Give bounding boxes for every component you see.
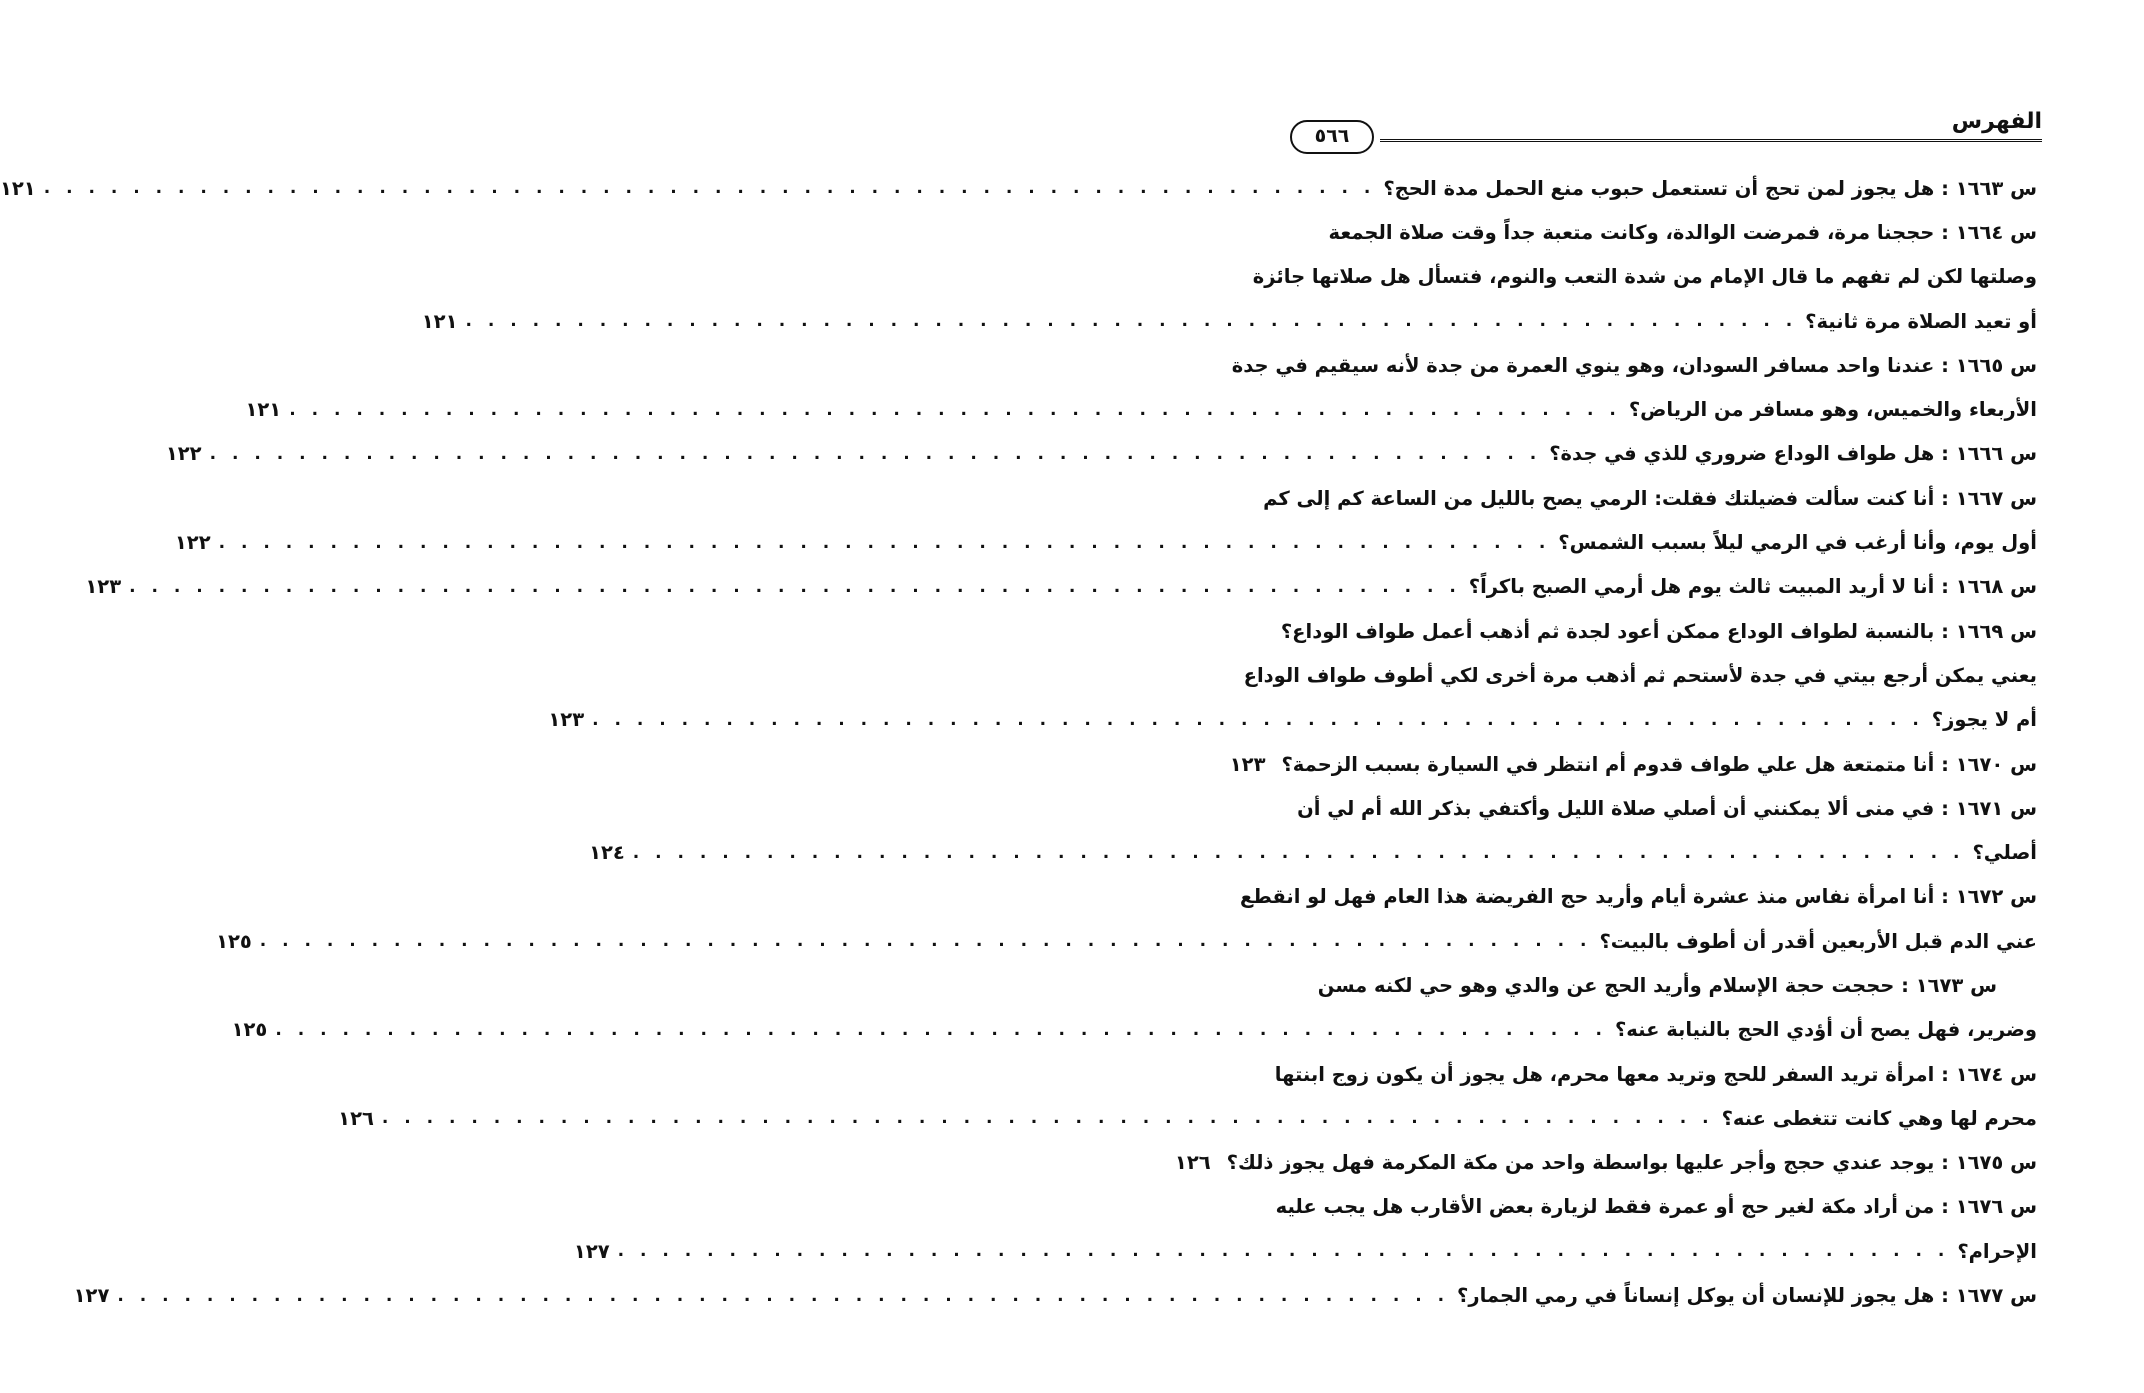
entry-text: أم لا يجوز؟ [1931, 708, 2037, 732]
index-line [1274, 1052, 2037, 1096]
index-line [1229, 742, 2037, 786]
entry-page-number: ١٢٧ [73, 1284, 110, 1308]
entry-text: س ١٦٦٤ : حججنا مرة، فمرضت الوالدة، وكانت متعبة جداً وقت صلاة الجمعة [1328, 220, 2037, 244]
entry-text: أو تعيد الصلاة مرة ثانية؟ [1805, 309, 2037, 333]
entry-page-number: ١٢١ [0, 176, 36, 200]
entry-page-number: ١٢١ [245, 398, 282, 422]
index-line [73, 1273, 2037, 1317]
entry-page-number: ١٢٥ [216, 929, 252, 953]
index-line [1243, 653, 2037, 697]
entry-page-number: ١٢٦ [1174, 1151, 1211, 1175]
header-title: الفهرس [1951, 109, 2042, 134]
index-line [421, 299, 2037, 343]
leader-dots: . . . . . . . . . . . . . . . . . . . . . . . . . . . . . . . . . . . . . . . . . . . . . . . . . . . . . . . . . . . . [209, 443, 1542, 464]
index-line [174, 520, 2037, 564]
entry-text: س ١٦٦٨ : أنا لا أريد المبيت ثالث يوم هل أرمي الصبح باكراً؟ [1468, 575, 2037, 599]
index-line [1280, 609, 2037, 653]
entry-page-number: ١٢٣ [1229, 752, 1266, 776]
entry-text: الأربعاء والخميس، وهو مسافر من الرياض؟ [1628, 398, 2037, 422]
index-line [1174, 1141, 2037, 1185]
index-line [1302, 210, 2037, 254]
entry-text: وضرير، فهل يصح أن أؤدي الحج بالنيابة عنه؟ [1614, 1018, 2037, 1042]
entry-text: س ١٦٦٦ : هل طواف الوداع ضروري للذي في جدة؟ [1549, 442, 2037, 466]
index-line [165, 432, 2037, 476]
leader-dots: . . . . . . . . . . . . . . . . . . . . . . . . . . . . . . . . . . . . . . . . . . . . . . . . . . . . . . . . . . . . [465, 311, 1798, 332]
index-line [216, 919, 2037, 963]
index-line [573, 1229, 2037, 1273]
entry-page-number: ١٢٢ [165, 442, 202, 466]
entry-text: س ١٦٧٢ : أنا امرأة نفاس منذ عشرة أيام وأريد حج الفريضة هذا العام فهل لو انقطع [1240, 885, 2037, 909]
entry-text: س ١٦٦٣ : هل يجوز لمن تحج أن تستعمل حبوب منع الحمل مدة الحج؟ [1383, 176, 2037, 200]
entry-page-number: ١٢٦ [338, 1106, 374, 1130]
index-line [589, 830, 2037, 874]
index-line [338, 1096, 2037, 1140]
page-number-badge: ٥٦٦ [1290, 120, 1374, 154]
entry-page-number: ١٢٢ [174, 531, 211, 555]
entry-text: أصلي؟ [1972, 841, 2037, 865]
index-line [1231, 343, 2037, 387]
entry-text: س ١٦٧٦ : من أراد مكة لغير حج أو عمرة فقط لزيارة بعض الأقارب هل يجب عليه [1275, 1195, 2037, 1219]
leader-dots: . . . . . . . . . . . . . . . . . . . . . . . . . . . . . . . . . . . . . . . . . . . . . . . . . . . . . . . . . . . . [129, 576, 1461, 597]
entry-page-number: ١٢٣ [85, 575, 122, 599]
leader-dots: . . . . . . . . . . . . . . . . . . . . . . . . . . . . . . . . . . . . . . . . . . . . . . . . . . . . . . . . . . . . [218, 532, 1551, 553]
entry-text: يعني يمكن أرجع بيتي في جدة لأستحم ثم أذهب مرة أخرى لكي أطوف طواف الوداع [1243, 663, 2037, 687]
entry-page-number: ١٢٤ [589, 841, 625, 865]
index-line [0, 166, 2037, 210]
index-line [1302, 963, 2037, 1007]
entry-text: عني الدم قبل الأربعين أقدر أن أطوف بالبيت؟ [1599, 929, 2037, 953]
leader-dots: . . . . . . . . . . . . . . . . . . . . . . . . . . . . . . . . . . . . . . . . . . . . . . . . . . . . . . . . . . . . [289, 399, 1621, 420]
entry-text: س ١٦٧٧ : هل يجوز للإنسان أن يوكل إنساناً في رمي الجمار؟ [1457, 1284, 2037, 1308]
index-line [1275, 1185, 2037, 1229]
entry-page-number: ١٢١ [421, 309, 458, 333]
index-line [245, 387, 2037, 431]
page-header [1290, 108, 2042, 154]
index-line [548, 698, 2037, 742]
entry-text: س ١٦٦٧ : أنا كنت سألت فضيلتك فقلت: الرمي يصح بالليل من الساعة كم إلى كم [1263, 486, 2037, 510]
leader-dots: . . . . . . . . . . . . . . . . . . . . . . . . . . . . . . . . . . . . . . . . . . . . . . . . . . . . . . . . . . . . [259, 931, 1592, 952]
entry-text: س ١٦٧٤ : امرأة تريد السفر للحج وتريد معها محرم، هل يجوز أن يكون زوج ابنتها [1274, 1062, 2037, 1086]
entry-text: س ١٦٧٣ : حججت حجة الإسلام وأريد الحج عن والدي وهو حي لكنه مسن [1317, 973, 1997, 997]
leader-dots: . . . . . . . . . . . . . . . . . . . . . . . . . . . . . . . . . . . . . . . . . . . . . . . . . . . . . . . . . . . . [617, 1241, 1950, 1262]
entry-text: س ١٦٧١ : في منى ألا يمكنني أن أصلي صلاة الليل وأكتفي بذكر الله أم لي أن [1297, 796, 2037, 820]
entry-text: س ١٦٧٥ : يوجد عندي حجج وأجر عليها بواسطة واحد من مكة المكرمة فهل يجوز ذلك؟ [1226, 1151, 2037, 1175]
entry-page-number: ١٢٥ [231, 1018, 268, 1042]
entry-page-number: ١٢٧ [573, 1239, 610, 1263]
index-line [231, 1008, 2037, 1052]
entry-page-number: ١٢٣ [548, 708, 585, 732]
index-line [1263, 476, 2037, 520]
leader-dots: . . . . . . . . . . . . . . . . . . . . . . . . . . . . . . . . . . . . . . . . . . . . . . . . . . . . . . . . . . . . [592, 709, 1924, 730]
leader-dots: . . . . . . . . . . . . . . . . . . . . . . . . . . . . . . . . . . . . . . . . . . . . . . . . . . . . . . . . . . . . [632, 842, 1965, 863]
entry-text: س ١٦٦٩ : بالنسبة لطواف الوداع ممكن أعود لجدة ثم أذهب أعمل طواف الوداع؟ [1280, 619, 2037, 643]
leader-dots: . . . . . . . . . . . . . . . . . . . . . . . . . . . . . . . . . . . . . . . . . . . . . . . . . . . . . . . . . . . . [275, 1019, 1607, 1040]
leader-dots: . . . . . . . . . . . . . . . . . . . . . . . . . . . . . . . . . . . . . . . . . . . . . . . . . . . . . . . . . . . . [43, 178, 1376, 199]
entry-text: أول يوم، وأنا أرغب في الرمي ليلاً بسبب الشمس؟ [1558, 531, 2037, 555]
index-line [1240, 875, 2037, 919]
index-line [1252, 255, 2037, 299]
index-entries [0, 166, 2037, 1318]
entry-text: الإحرام؟ [1957, 1239, 2037, 1263]
entry-text: محرم لها وهي كانت تتغطى عنه؟ [1721, 1106, 2037, 1130]
index-line [1297, 786, 2037, 830]
leader-dots: . . . . . . . . . . . . . . . . . . . . . . . . . . . . . . . . . . . . . . . . . . . . . . . . . . . . . . . . . . . . [117, 1285, 1450, 1306]
entry-text: وصلتها لكن لم تفهم ما قال الإمام من شدة التعب والنوم، فتسأل هل صلاتها جائزة [1252, 265, 2037, 289]
entry-text: س ١٦٧٠ : أنا متمتعة هل علي طواف قدوم أم انتظر في السيارة بسبب الزحمة؟ [1281, 752, 2037, 776]
header-rule [1380, 139, 2042, 142]
index-line [85, 565, 2037, 609]
leader-dots: . . . . . . . . . . . . . . . . . . . . . . . . . . . . . . . . . . . . . . . . . . . . . . . . . . . . . . . . . . . . [381, 1108, 1714, 1129]
entry-text: س ١٦٦٥ : عندنا واحد مسافر السودان، وهو ينوي العمرة من جدة لأنه سيقيم في جدة [1231, 353, 2037, 377]
